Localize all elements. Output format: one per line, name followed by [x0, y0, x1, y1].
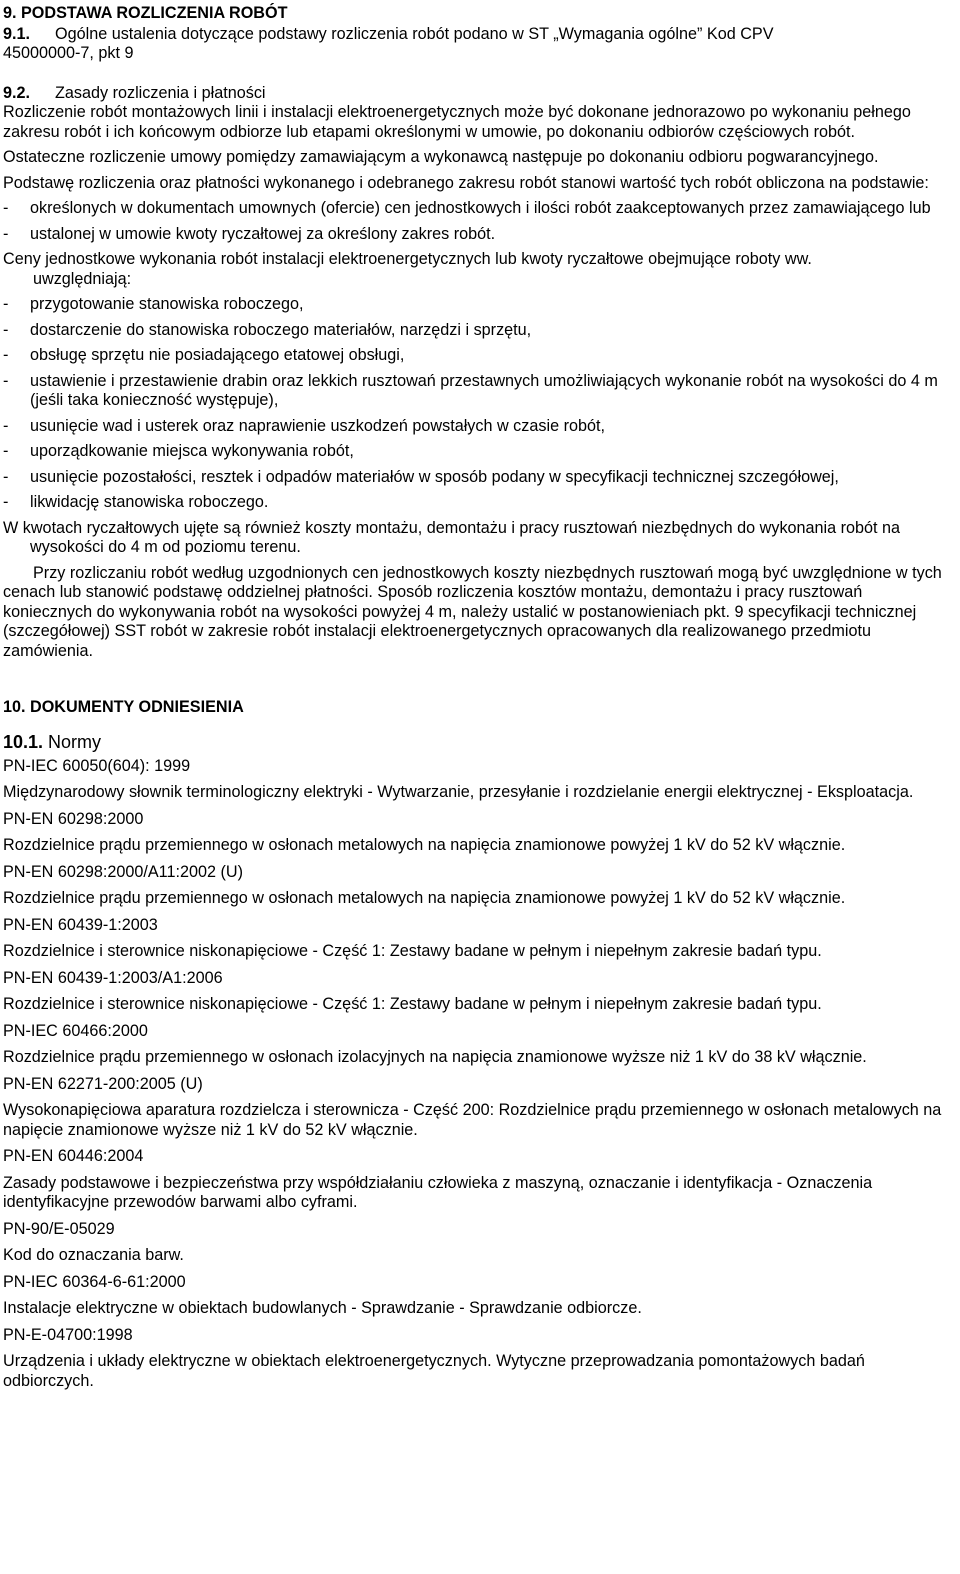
- standard-description: Międzynarodowy słownik terminologiczny elektryki - Wytwarzanie, przesyłanie i rozdzielanie energii elektrycznej - Eksploatacja.: [3, 783, 914, 801]
- section-9-2: [3, 84, 955, 104]
- list-item: - uporządkowanie miejsca wykonywania robót,: [3, 442, 354, 460]
- section-9-2-number: 9.2.: [3, 83, 31, 102]
- standard-code: PN-EN 60446:2004: [3, 1147, 144, 1165]
- section-10-heading: 10. DOKUMENTY ODNIESIENIA: [3, 698, 244, 716]
- standard-description: Instalacje elektryczne w obiektach budowlanych - Sprawdzanie - Sprawdzanie odbiorcze.: [3, 1299, 642, 1317]
- section-9-1-number: 9.1.: [3, 24, 31, 43]
- standard-code: PN-90/E-05029: [3, 1219, 115, 1238]
- standard-description: Rozdzielnice i sterownice niskonapięciowe - Część 1: Zestawy badane w pełnym i niepełnym zakresie badań typu.: [3, 942, 822, 960]
- standard-code: PN-EN 60298:2000/A11:2002 (U): [3, 862, 243, 881]
- list-item: - ustalonej w umowie kwoty ryczałtowej za określony zakres robót.: [3, 224, 496, 243]
- standard-description: Rozdzielnice prądu przemiennego w osłonach metalowych na napięcia znamionowe powyżej 1 kV do 52 kV włącznie.: [3, 836, 846, 854]
- paragraph-unit-prices: Ceny jednostkowe wykonania robót instalacji elektroenergetycznych lub kwoty ryczałtowe obejmujące roboty ww.: [3, 250, 812, 268]
- section-9-1-text: Ogólne ustalenia dotyczące podstawy rozliczenia robót podano w ST „Wymagania ogólne” Kod CPV: [55, 24, 774, 43]
- standard-code: PN-E-04700:1998: [3, 1325, 133, 1344]
- standard-description: Urządzenia i układy elektryczne w obiektach elektroenergetycznych. Wytyczne przeprowadzania pomontażowych badań odbiorczych.: [3, 1352, 865, 1390]
- paragraph-unit-prices-cont: uwzględniają:: [33, 269, 132, 288]
- standards-list: [3, 757, 955, 1392]
- section-9-1-text-cont: 45000000-7, pkt 9: [3, 44, 134, 62]
- standard-description: Rozdzielnice i sterownice niskonapięciowe - Część 1: Zestawy badane w pełnym i niepełnym zakresie badań typu.: [3, 995, 822, 1013]
- list-item: - ustawienie i przestawienie drabin oraz lekkich rusztowań przestawnych umożliwiających wykonanie robót na wysokości do 4 m (jeśli taka konieczność występuje),: [3, 371, 938, 409]
- section-9-heading: 9. PODSTAWA ROZLICZENIA ROBÓT: [3, 4, 288, 22]
- section-10-1: [3, 731, 955, 753]
- section-10-1-number: 10.1.: [3, 731, 44, 752]
- list-item: - usunięcie wad i usterek oraz naprawienie uszkodzeń powstałych w czasie robót,: [3, 416, 605, 435]
- paragraph-final-settlement: Ostateczne rozliczenie umowy pomiędzy zamawiającym a wykonawcą następuje po dokonaniu odbioru pogwarancyjnego.: [3, 148, 879, 166]
- standard-code: PN-EN 62271-200:2005 (U): [3, 1074, 203, 1093]
- list-item: - usunięcie pozostałości, resztek i odpadów materiałów w sposób podany w specyfikacji technicznej szczegółowej,: [3, 467, 839, 486]
- paragraph-lump-sum: W kwotach ryczałtowych ujęte są również koszty montażu, demontażu i pracy rusztowań niezbędnych do wykonania robót na wysokości do 4 m od poziomu terenu.: [3, 518, 901, 556]
- list-item: - obsługę sprzętu nie posiadającego etatowej obsługi,: [3, 346, 405, 364]
- standard-description: Kod do oznaczania barw.: [3, 1246, 184, 1264]
- paragraph-basis: Podstawę rozliczenia oraz płatności wykonanego i odebranego zakresu robót stanowi wartość tych robót obliczona na podstawie:: [3, 173, 929, 192]
- list-item: - dostarczenie do stanowiska roboczego materiałów, narzędzi i sprzętu,: [3, 320, 532, 339]
- list-item: - likwidację stanowiska roboczego.: [3, 493, 269, 511]
- list-item: - określonych w dokumentach umownych (ofercie) cen jednostkowych i ilości robót zaakceptowanych przez zamawiającego lub: [3, 199, 931, 217]
- section-9-1: [3, 25, 955, 45]
- standard-code: PN-IEC 60364-6-61:2000: [3, 1272, 186, 1291]
- includes-list: [3, 295, 955, 513]
- section-9-2-title: Zasady rozliczenia i płatności: [55, 83, 266, 102]
- standard-description: Rozdzielnice prądu przemiennego w osłonach metalowych na napięcia znamionowe powyżej 1 kV do 52 kV włącznie.: [3, 889, 846, 907]
- standard-code: PN-IEC 60466:2000: [3, 1021, 148, 1040]
- paragraph-settlement: Rozliczenie robót montażowych linii i instalacji elektroenergetycznych może być dokonane jednorazowo po wykonaniu pełnego zakresu robót i ich końcowym odbiorze lub etapami określonymi w umowie, po dokonaniu odbiorów częściowych robót.: [3, 103, 911, 141]
- standard-code: PN-EN 60439-1:2003/A1:2006: [3, 968, 223, 987]
- standard-description: Zasady podstawowe i bezpieczeństwa przy współdziałaniu człowieka z maszyną, oznaczanie i identyfikacja - Oznaczenia identyfikacyjne przewodów barwami albo cyframi.: [3, 1173, 873, 1211]
- standard-code: PN-IEC 60050(604): 1999: [3, 756, 191, 775]
- standard-code: PN-EN 60439-1:2003: [3, 915, 158, 934]
- paragraph-scaffolding: Przy rozliczaniu robót według uzgodnionych cen jednostkowych koszty niezbędnych rusztowań mogą być uwzględnione w tych cenach lub stanowić podstawę oddzielnej płatności. Sposób rozliczenia kosztów montażu, demontażu i pracy rusztowań koniecznych do wykonywania robót na wysokości powyżej 4 m, należy ustalić w postanowieniach pkt. 9 specyfikacji technicznej (szczegółowej) SST robót w zakresie robót instalacji elektroenergetycznych opracowanych dla realizowanego przedmiotu zamówienia.: [3, 563, 942, 660]
- standard-code: PN-EN 60298:2000: [3, 809, 144, 828]
- standard-description: Wysokonapięciowa aparatura rozdzielcza i sterownicza - Część 200: Rozdzielnice prądu przemiennego w osłonach metalowych na napięcie znamionowe wyższe niż 1 kV do 52 kV włącznie.: [3, 1101, 942, 1139]
- basis-list: [3, 199, 955, 244]
- standard-description: Rozdzielnice prądu przemiennego w osłonach izolacyjnych na napięcia znamionowe wyższe niż 1 kV do 38 kV włącznie.: [3, 1048, 867, 1066]
- document-page: [3, 4, 955, 1391]
- section-10-1-title: Normy: [43, 731, 102, 752]
- list-item: - przygotowanie stanowiska roboczego,: [3, 295, 304, 313]
